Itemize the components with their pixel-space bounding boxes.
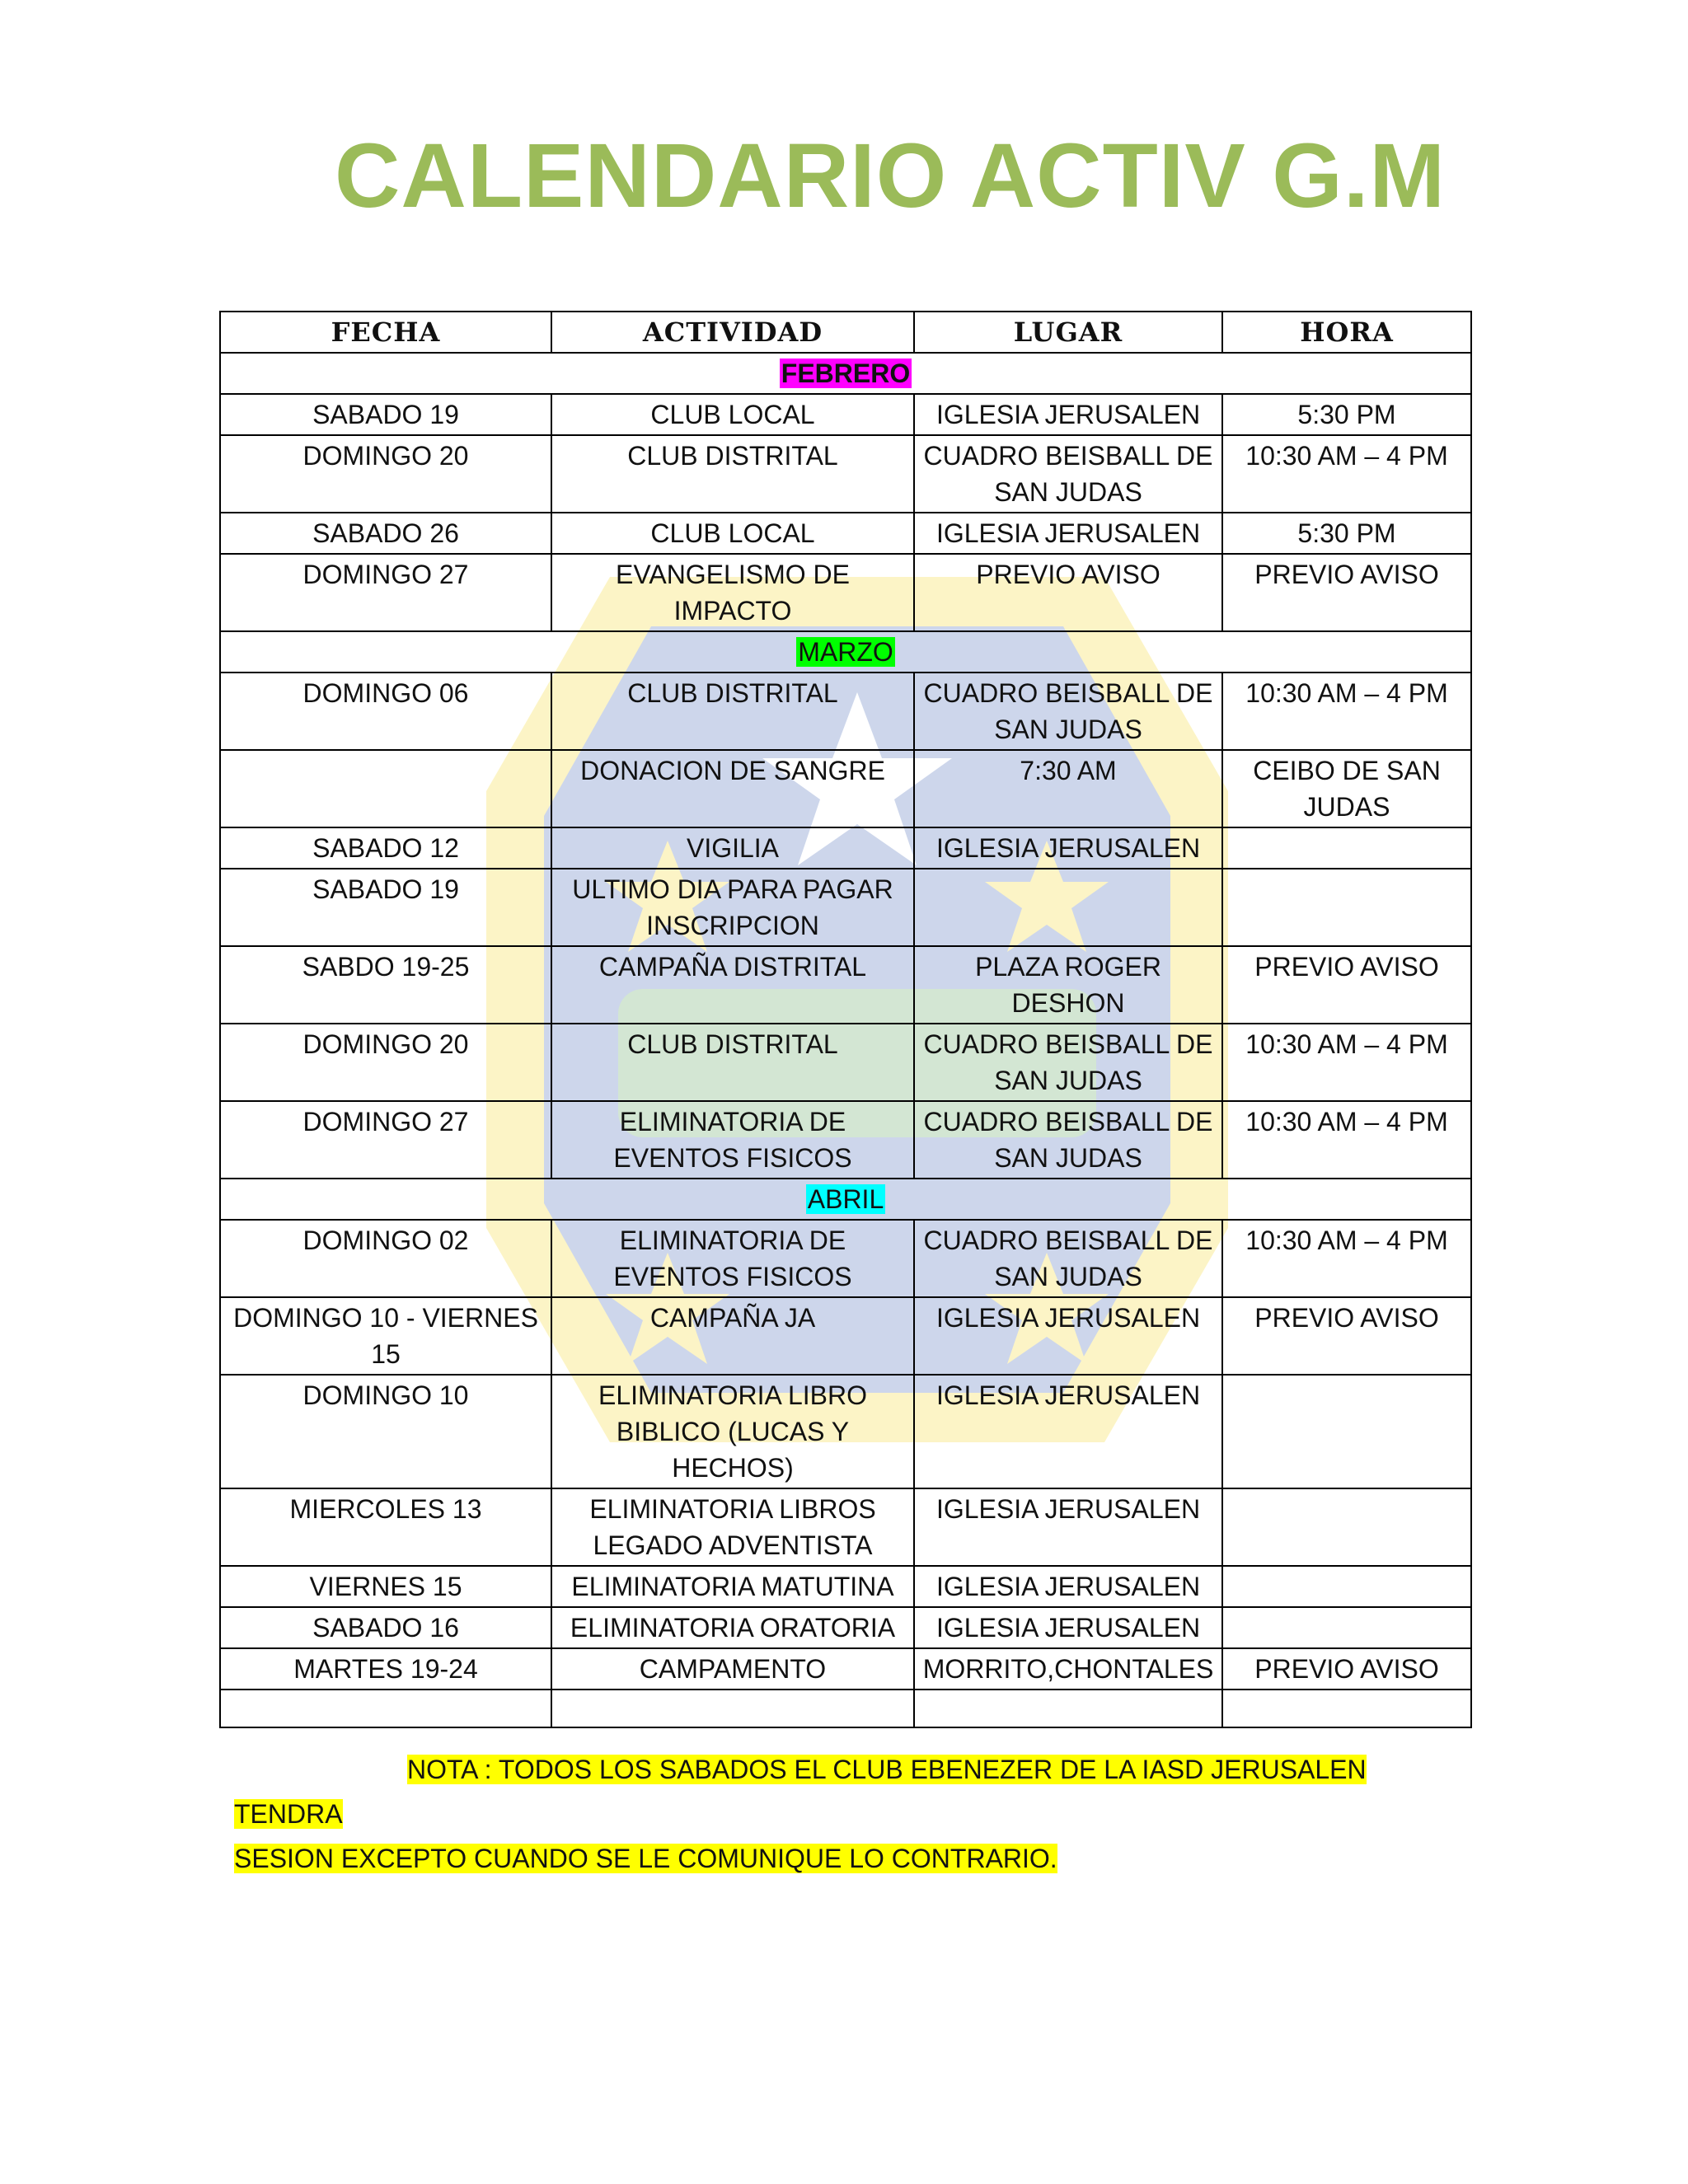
header-actividad: ACTIVIDAD: [551, 312, 914, 353]
cell-actividad: DONACION DE SANGRE: [551, 750, 914, 827]
cell-hora: 10:30 AM – 4 PM: [1222, 1220, 1471, 1297]
cell-fecha: SABADO 19: [220, 394, 551, 435]
cell-fecha: MARTES 19-24: [220, 1648, 551, 1690]
cell-lugar: PREVIO AVISO: [914, 554, 1222, 631]
month-label-marzo: MARZO: [798, 637, 893, 667]
cell-fecha: SABADO 16: [220, 1607, 551, 1648]
cell-actividad: ULTIMO DIA PARA PAGAR INSCRIPCION: [551, 869, 914, 946]
table-row: [220, 946, 1471, 1024]
cell-actividad: ELIMINATORIA MATUTINA: [551, 1566, 914, 1607]
activities-table: [219, 311, 1472, 1728]
cell-lugar: IGLESIA JERUSALEN: [914, 1375, 1222, 1488]
cell-actividad: CLUB DISTRITAL: [551, 1024, 914, 1101]
cell-hora: [1222, 869, 1471, 946]
cell-actividad: CLUB DISTRITAL: [551, 435, 914, 513]
table-row: [220, 1566, 1471, 1607]
cell-hora: 10:30 AM – 4 PM: [1222, 1101, 1471, 1179]
cell-hora: [1222, 1375, 1471, 1488]
table-row: [220, 1488, 1471, 1566]
cell-lugar: CUADRO BEISBALL DE SAN JUDAS: [914, 1101, 1222, 1179]
cell-actividad: CLUB LOCAL: [551, 513, 914, 554]
cell-actividad: CAMPAMENTO: [551, 1648, 914, 1690]
cell-lugar: IGLESIA JERUSALEN: [914, 513, 1222, 554]
cell-fecha: DOMINGO 10 - VIERNES 15: [220, 1297, 551, 1375]
cell-lugar: PLAZA ROGER DESHON: [914, 946, 1222, 1024]
table-row: [220, 1024, 1471, 1101]
cell-actividad: CLUB DISTRITAL: [551, 673, 914, 750]
cell-fecha: SABADO 19: [220, 869, 551, 946]
cell-actividad: ELIMINATORIA ORATORIA: [551, 1607, 914, 1648]
cell-fecha: DOMINGO 20: [220, 1024, 551, 1101]
table-row: [220, 750, 1471, 827]
note-paragraph: [234, 1747, 1437, 1881]
cell-lugar: 7:30 AM: [914, 750, 1222, 827]
table-row: [220, 869, 1471, 946]
cell-actividad: ELIMINATORIA DE EVENTOS FISICOS: [551, 1101, 914, 1179]
table-row: [220, 554, 1471, 631]
cell-lugar: IGLESIA JERUSALEN: [914, 394, 1222, 435]
cell-lugar: IGLESIA JERUSALEN: [914, 827, 1222, 869]
cell-hora: PREVIO AVISO: [1222, 1648, 1471, 1690]
cell-lugar: IGLESIA JERUSALEN: [914, 1607, 1222, 1648]
cell-lugar: CUADRO BEISBALL DE SAN JUDAS: [914, 1024, 1222, 1101]
cell-hora: 10:30 AM – 4 PM: [1222, 1024, 1471, 1101]
cell-actividad: CLUB LOCAL: [551, 394, 914, 435]
table-row: [220, 673, 1471, 750]
month-row-febrero: [220, 353, 1471, 394]
cell-lugar: IGLESIA JERUSALEN: [914, 1488, 1222, 1566]
table-row: [220, 1648, 1471, 1690]
cell-lugar: IGLESIA JERUSALEN: [914, 1566, 1222, 1607]
cell-fecha: DOMINGO 20: [220, 435, 551, 513]
table-row: [220, 1101, 1471, 1179]
table-row: [220, 1375, 1471, 1488]
cell-hora: 10:30 AM – 4 PM: [1222, 673, 1471, 750]
cell-fecha: DOMINGO 27: [220, 1101, 551, 1179]
cell-actividad: ELIMINATORIA LIBRO BIBLICO (LUCAS Y HECHOS): [551, 1375, 914, 1488]
cell-fecha: SABADO 12: [220, 827, 551, 869]
cell-hora: [1222, 1566, 1471, 1607]
table-row: [220, 827, 1471, 869]
cell-actividad: EVANGELISMO DE IMPACTO: [551, 554, 914, 631]
cell-lugar: MORRITO,CHONTALES: [914, 1648, 1222, 1690]
cell-lugar: CUADRO BEISBALL DE SAN JUDAS: [914, 435, 1222, 513]
cell-hora: PREVIO AVISO: [1222, 946, 1471, 1024]
cell-actividad: CAMPAÑA DISTRITAL: [551, 946, 914, 1024]
cell-actividad: VIGILIA: [551, 827, 914, 869]
cell-hora: [1222, 827, 1471, 869]
month-row-abril: [220, 1179, 1471, 1220]
cell-fecha: SABDO 19-25: [220, 946, 551, 1024]
empty-cell: [551, 1690, 914, 1727]
cell-fecha: SABADO 26: [220, 513, 551, 554]
month-row-marzo: [220, 631, 1471, 673]
cell-lugar: CUADRO BEISBALL DE SAN JUDAS: [914, 1220, 1222, 1297]
cell-hora: PREVIO AVISO: [1222, 1297, 1471, 1375]
page-title: CALENDARIO ACTIV G.M: [334, 125, 1447, 227]
table-row: [220, 435, 1471, 513]
cell-hora: [1222, 1607, 1471, 1648]
cell-hora: CEIBO DE SAN JUDAS: [1222, 750, 1471, 827]
table-row: [220, 1297, 1471, 1375]
cell-hora: [1222, 1488, 1471, 1566]
header-lugar: LUGAR: [914, 312, 1222, 353]
note-line-1: NOTA : TODOS LOS SABADOS EL CLUB EBENEZER DE LA IASD JERUSALEN TENDRA: [234, 1755, 1367, 1829]
note-line-2: SESION EXCEPTO CUANDO SE LE COMUNIQUE LO CONTRARIO.: [234, 1844, 1057, 1873]
table-row: [220, 394, 1471, 435]
cell-lugar: IGLESIA JERUSALEN: [914, 1297, 1222, 1375]
table-header-row: [220, 312, 1471, 353]
cell-fecha: [220, 750, 551, 827]
cell-actividad: ELIMINATORIA LIBROS LEGADO ADVENTISTA: [551, 1488, 914, 1566]
cell-actividad: ELIMINATORIA DE EVENTOS FISICOS: [551, 1220, 914, 1297]
cell-lugar: [914, 869, 1222, 946]
empty-cell: [220, 1690, 551, 1727]
cell-hora: 5:30 PM: [1222, 513, 1471, 554]
table-row: [220, 1607, 1471, 1648]
header-fecha: FECHA: [220, 312, 551, 353]
month-label-abril: ABRIL: [807, 1184, 884, 1214]
cell-fecha: DOMINGO 02: [220, 1220, 551, 1297]
empty-cell: [914, 1690, 1222, 1727]
cell-actividad: CAMPAÑA JA: [551, 1297, 914, 1375]
cell-lugar: CUADRO BEISBALL DE SAN JUDAS: [914, 673, 1222, 750]
empty-table-row: [220, 1690, 1471, 1727]
cell-fecha: VIERNES 15: [220, 1566, 551, 1607]
cell-hora: 5:30 PM: [1222, 394, 1471, 435]
cell-fecha: DOMINGO 10: [220, 1375, 551, 1488]
month-label-febrero: FEBRERO: [781, 359, 911, 388]
table-row: [220, 513, 1471, 554]
cell-hora: PREVIO AVISO: [1222, 554, 1471, 631]
cell-hora: 10:30 AM – 4 PM: [1222, 435, 1471, 513]
cell-fecha: DOMINGO 06: [220, 673, 551, 750]
cell-fecha: MIERCOLES 13: [220, 1488, 551, 1566]
header-hora: HORA: [1222, 312, 1471, 353]
table-row: [220, 1220, 1471, 1297]
empty-cell: [1222, 1690, 1471, 1727]
cell-fecha: DOMINGO 27: [220, 554, 551, 631]
